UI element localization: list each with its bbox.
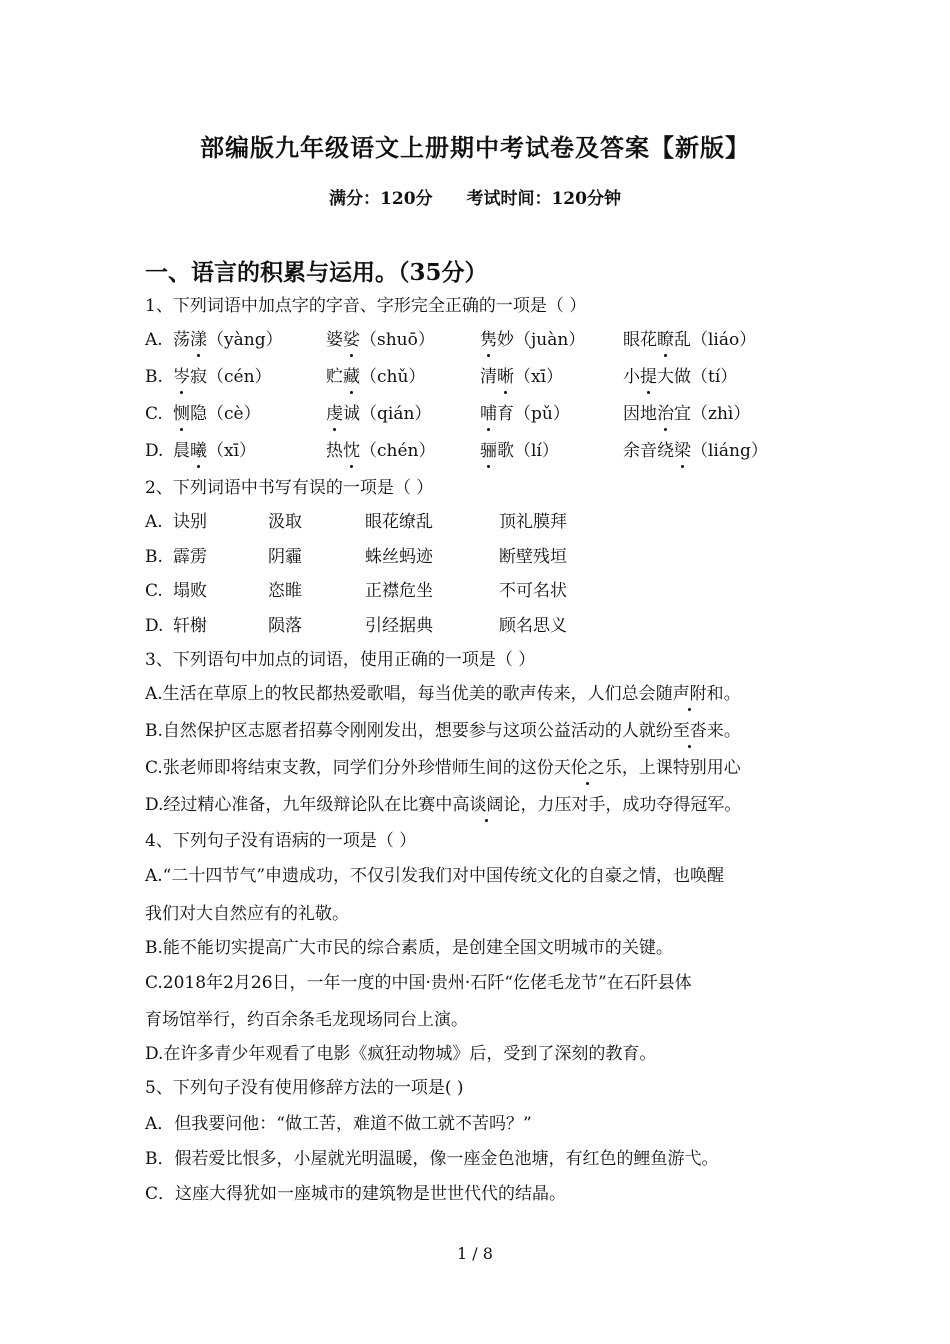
q2-d-word4: 顾名思义 [499, 616, 567, 636]
q1-a-word1: 荡漾（yàng） [173, 330, 283, 350]
q2-c-word1: 塌败 [173, 581, 207, 601]
q1-option-d-label: D. [145, 441, 164, 461]
q2-d-word1: 轩榭 [173, 616, 207, 636]
q4-option-b: B.能不能切实提高广大市民的综合素质，是创建全国文明城市的关键。 [145, 938, 673, 958]
q4-option-c-line2: 育场馆举行，约百余条毛龙现场同台上演。 [145, 1010, 468, 1030]
page-number: 1 / 8 [457, 1244, 493, 1263]
q2-c-word4: 不可名状 [499, 581, 567, 601]
q3-option-a: A.生活在草原上的牧民都热爱歌唱，每当优美的歌声传来，人们总会随声附和。 [145, 684, 741, 704]
question-5-stem: 5、下列句子没有使用修辞方法的一项是( ) [145, 1078, 464, 1098]
q1-c-word4: 因地治宜（zhì） [623, 404, 751, 424]
q1-d-word2: 热忱（chén） [326, 441, 436, 461]
q4-option-c-line1: C.2018年2月26日，一年一度的中国·贵州·石阡“仡佬毛龙节”在石阡县体 [145, 973, 692, 993]
q1-c-word3: 哺育（pǔ） [480, 404, 570, 424]
q3-option-c: C.张老师即将结束支教，同学们分外珍惜师生间的这份天伦之乐，上课特别用心 [145, 758, 741, 778]
exam-time: 考试时间：120分钟 [466, 189, 621, 209]
q2-b-word2: 阴霾 [268, 547, 302, 567]
section-heading: 一、语言的积累与运用。（35分） [145, 259, 488, 286]
q4-option-d: D.在许多青少年观看了电影《疯狂动物城》后，受到了深刻的教育。 [145, 1044, 657, 1064]
q1-d-word3: 骊歌（lí） [480, 441, 559, 461]
q2-a-word2: 汲取 [268, 512, 302, 532]
q4-option-a-line1: A.“二十四节气”申遗成功，不仅引发我们对中国传统文化的自豪之情，也唤醒 [145, 866, 725, 886]
q1-option-b-label: B. [145, 367, 163, 387]
q1-c-word1: 恻隐（cè） [173, 404, 261, 424]
question-1-stem: 1、下列词语中加点字的字音、字形完全正确的一项是（ ） [145, 296, 587, 316]
q1-option-c-label: C. [145, 404, 163, 424]
page-title: 部编版九年级语文上册期中考试卷及答案【新版】 [200, 133, 750, 162]
q5-option-a: A．但我要问他：“做工苦，难道不做工就不苦吗？” [145, 1114, 532, 1134]
q1-a-word4: 眼花瞭乱（liáo） [623, 330, 757, 350]
q2-b-word1: 霹雳 [173, 547, 207, 567]
q2-c-word3: 正襟危坐 [365, 581, 433, 601]
q2-option-c-label: C. [145, 581, 163, 601]
q2-d-word3: 引经据典 [365, 616, 433, 636]
q1-c-word2: 虔诚（qián） [326, 404, 432, 424]
q1-a-word3: 隽妙（juàn） [480, 330, 586, 350]
q2-option-d-label: D. [145, 616, 164, 636]
q2-b-word4: 断壁残垣 [499, 547, 567, 567]
q3-option-b: B.自然保护区志愿者招募令刚刚发出，想要参与这项公益活动的人就纷至沓来。 [145, 721, 741, 741]
q2-a-word1: 诀别 [173, 512, 207, 532]
q1-option-a-label: A. [145, 330, 163, 350]
q2-option-a-label: A. [145, 512, 163, 532]
q5-option-b: B．假若爱比恨多，小屋就光明温暖，像一座金色池塘，有红色的鲤鱼游弋。 [145, 1149, 719, 1169]
q1-b-word1: 岑寂（cén） [173, 367, 272, 387]
q2-option-b-label: B. [145, 547, 163, 567]
q1-a-word2: 婆娑（shuō） [326, 330, 435, 350]
q5-option-c: C．这座大得犹如一座城市的建筑物是世世代代的结晶。 [145, 1184, 567, 1204]
q1-b-word4: 小提大做（tí） [623, 367, 738, 387]
question-3-stem: 3、下列语句中加点的词语，使用正确的一项是（ ） [145, 650, 536, 670]
score-info [0, 184, 950, 209]
q2-a-word3: 眼花缭乱 [365, 512, 433, 532]
q2-a-word4: 顶礼膜拜 [499, 512, 567, 532]
question-4-stem: 4、下列句子没有语病的一项是（ ） [145, 831, 417, 851]
q4-option-a-line2: 我们对大自然应有的礼敬。 [145, 904, 349, 924]
q1-b-word2: 贮藏（chǔ） [326, 367, 426, 387]
question-2-stem: 2、下列词语中书写有误的一项是（ ） [145, 478, 434, 498]
q3-option-d: D.经过精心准备，九年级辩论队在比赛中高谈阔论，力压对手，成功夺得冠军。 [145, 795, 742, 815]
q2-c-word2: 恣睢 [268, 581, 302, 601]
q1-d-word1: 晨曦（xī） [173, 441, 257, 461]
full-score: 满分：120分 [329, 189, 433, 209]
q1-b-word3: 清晰（xī） [480, 367, 564, 387]
q2-d-word2: 陨落 [268, 616, 302, 636]
q1-d-word4: 余音绕梁（liáng） [623, 441, 768, 461]
q2-b-word3: 蛛丝蚂迹 [365, 547, 433, 567]
